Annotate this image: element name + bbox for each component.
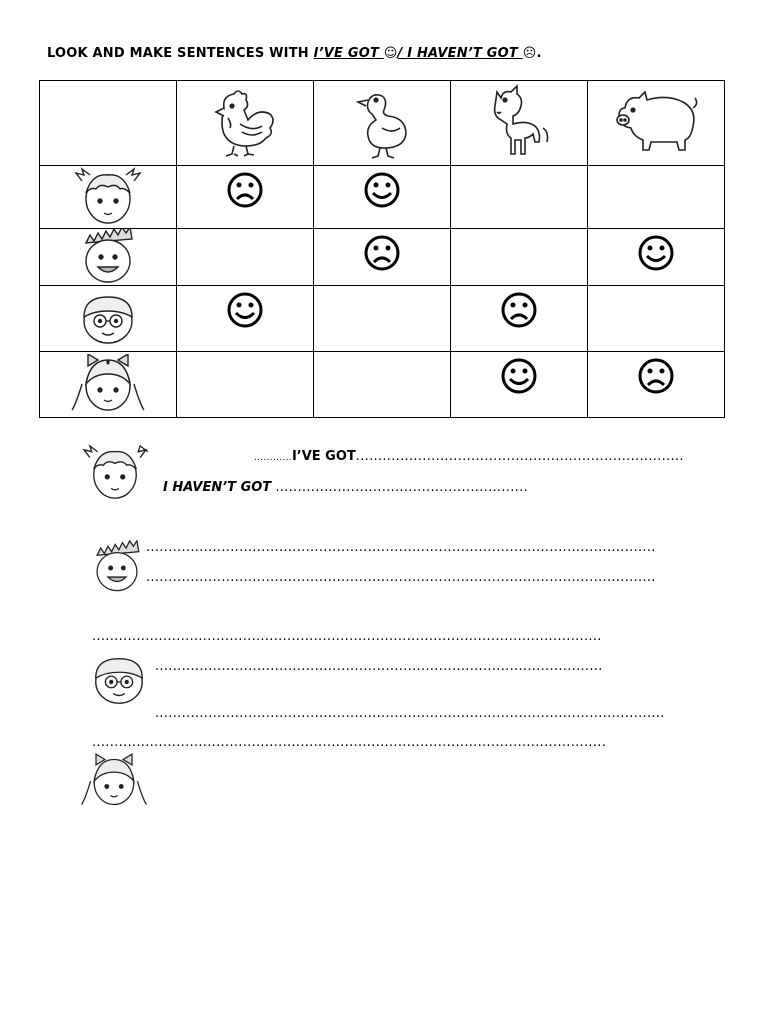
cell-r1-duck (314, 166, 451, 229)
animals-table (39, 80, 725, 418)
cell-r3-rooster (177, 286, 314, 352)
cell-r1-rooster (177, 166, 314, 229)
smile-icon (225, 290, 265, 330)
title-prefix: LOOK AND MAKE SENTENCES WITH (47, 46, 314, 61)
sentence-ive-got[interactable] (254, 449, 684, 464)
cell-r2-rooster (177, 229, 314, 286)
pig-icon (611, 88, 701, 158)
boy-glasses-icon (88, 652, 150, 708)
girl-bow-icon (78, 752, 150, 812)
frown-icon: ☹ (522, 46, 537, 61)
rooster-icon (210, 86, 280, 160)
cell-r3-pig (588, 286, 725, 352)
cell-r4-horse (451, 352, 588, 418)
writing-line[interactable]: .................................................................................................................... (92, 735, 607, 750)
title-havent-got: / I HAVEN’T GOT (397, 46, 523, 61)
header-rooster (177, 81, 314, 166)
header-horse (451, 81, 588, 166)
cell-r2-horse (451, 229, 588, 286)
smile-icon: ☺ (383, 46, 398, 61)
header-duck (314, 81, 451, 166)
girl-pigtails-face (40, 166, 177, 229)
frown-icon (636, 356, 676, 396)
cell-r4-duck (314, 352, 451, 418)
writing-line[interactable]: ................................................................................................................... (146, 540, 656, 555)
boy-spiky-icon (88, 540, 146, 596)
frown-icon (362, 233, 402, 273)
cell-r3-horse (451, 286, 588, 352)
smile-icon (362, 170, 402, 210)
girl-bow-icon (68, 354, 148, 416)
writing-line[interactable]: ................................................................................................................... (146, 570, 656, 585)
girl-bow-face (40, 352, 177, 418)
duck-icon (352, 86, 412, 160)
boy-glasses-face (40, 286, 177, 352)
cell-r2-duck (314, 229, 451, 286)
girl-pigtails-icon (80, 444, 150, 502)
boy-glasses-icon (76, 291, 140, 347)
smile-icon (499, 356, 539, 396)
writing-line[interactable]: ..................................................................................................... (155, 659, 603, 674)
row-girl-bow (40, 352, 725, 418)
cell-r1-pig (588, 166, 725, 229)
girl-pigtails-icon (72, 167, 144, 227)
dots: ............ (254, 453, 292, 463)
header-pig (588, 81, 725, 166)
cell-r3-duck (314, 286, 451, 352)
dots: .......................................................................... (355, 449, 684, 464)
writing-line[interactable]: ................................................................................................................... (155, 706, 665, 721)
dots: ......................................................... (275, 480, 528, 495)
boy-spiky-face (40, 229, 177, 286)
horse-icon (487, 84, 551, 162)
title-ive-got: I’VE GOT (313, 46, 384, 61)
smile-icon (636, 233, 676, 273)
title-end: . (536, 46, 542, 61)
row-girl-pigtails (40, 166, 725, 229)
row-boy-spiky (40, 229, 725, 286)
sentence-havent-got[interactable] (163, 480, 528, 495)
cell-r1-horse (451, 166, 588, 229)
frown-icon (499, 290, 539, 330)
frown-icon (225, 170, 265, 210)
corner-cell (40, 81, 177, 166)
cell-r2-pig (588, 229, 725, 286)
cell-r4-pig (588, 352, 725, 418)
worksheet-title (47, 46, 542, 61)
cell-r4-rooster (177, 352, 314, 418)
writing-line[interactable]: ................................................................................................................... (92, 629, 602, 644)
ive-got-label: I’VE GOT (291, 449, 356, 464)
row-boy-glasses (40, 286, 725, 352)
havent-got-label: I HAVEN’T GOT (163, 480, 272, 495)
boy-spiky-icon (76, 229, 140, 285)
